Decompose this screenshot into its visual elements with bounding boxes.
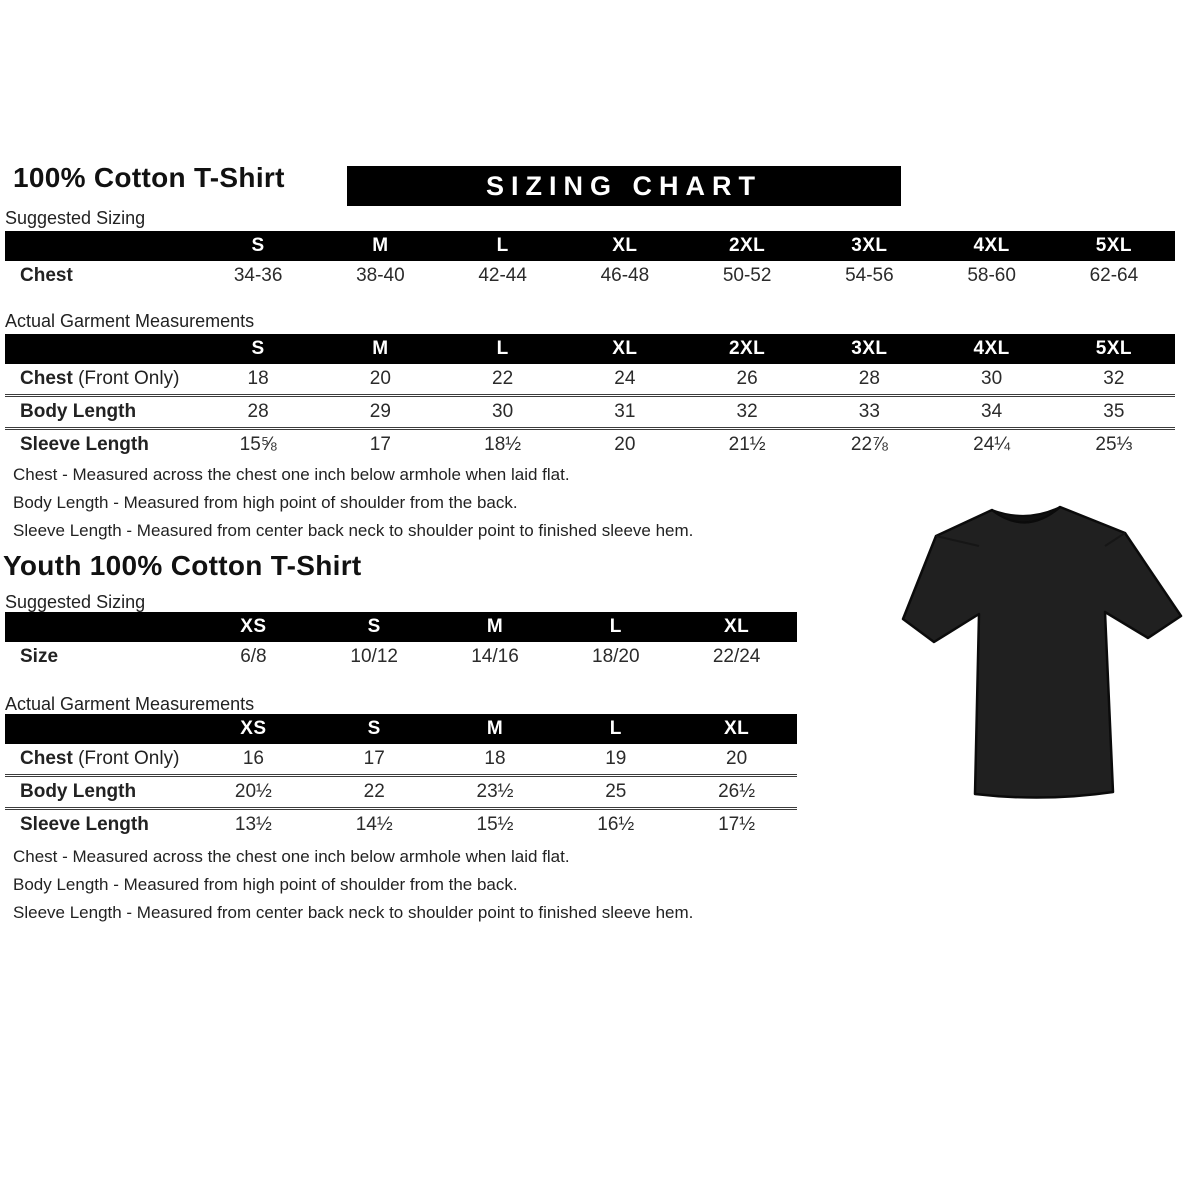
size-column-header: L xyxy=(442,334,564,364)
measurement-value: 25 xyxy=(555,776,676,809)
measurement-value: 19 xyxy=(605,748,627,769)
measurement-value: 29 xyxy=(319,396,441,429)
header-corner-cell xyxy=(5,231,197,261)
row-label: Sleeve Length xyxy=(5,429,197,461)
measurement-value: 28 xyxy=(858,368,880,389)
row-label: Body Length xyxy=(5,396,197,429)
row-label: Body Length xyxy=(5,776,193,809)
measurement-value: 28 xyxy=(197,396,319,429)
measurement-value: 32 xyxy=(1103,368,1125,389)
measurement-value: 34-36 xyxy=(233,265,283,286)
header-corner-cell xyxy=(5,612,193,642)
measurement-value: 25⅓ xyxy=(1053,429,1175,461)
measurement-value: 50-52 xyxy=(722,265,772,286)
row-label: Sleeve Length xyxy=(5,809,193,841)
black-tshirt-image xyxy=(892,476,1192,832)
measurement-value: 17½ xyxy=(676,809,797,841)
size-column-header: 3XL xyxy=(808,231,930,261)
measurement-value: 22 xyxy=(492,368,514,389)
measurement-value: 18 xyxy=(247,368,269,389)
measurement-value: 18/20 xyxy=(592,646,640,667)
row-label: Size xyxy=(20,646,59,667)
size-column-header: XL xyxy=(564,231,686,261)
measurement-value: 15⅝ xyxy=(197,429,319,461)
measurement-value: 46-48 xyxy=(600,265,650,286)
size-column-header: XL xyxy=(676,714,797,744)
sizing-chart-banner xyxy=(347,166,901,206)
measurement-value: 18½ xyxy=(442,429,564,461)
measurement-value: 30 xyxy=(442,396,564,429)
row-label: Chest (Front Only) xyxy=(20,748,180,769)
measurement-value: 20 xyxy=(726,748,748,769)
size-column-header: M xyxy=(435,612,556,642)
adult-section-title: 100% Cotton T-Shirt xyxy=(13,162,285,193)
measurement-value: 24¼ xyxy=(931,429,1053,461)
measurement-value: 15½ xyxy=(435,809,556,841)
measurement-value: 22 xyxy=(314,776,435,809)
measurement-value: 23½ xyxy=(435,776,556,809)
measurement-value: 30 xyxy=(981,368,1003,389)
size-column-header: S xyxy=(314,714,435,744)
size-column-header: M xyxy=(435,714,556,744)
measurement-row xyxy=(5,396,1175,429)
measurement-value: 13½ xyxy=(193,809,314,841)
adult-suggested-sizing-label: Suggested Sizing xyxy=(5,208,146,228)
size-column-header: S xyxy=(197,334,319,364)
measurement-row xyxy=(5,642,797,672)
measurement-value: 26 xyxy=(736,368,758,389)
size-header-row xyxy=(5,231,1175,261)
size-column-header: L xyxy=(555,612,676,642)
size-column-header: 3XL xyxy=(808,334,930,364)
size-column-header: XS xyxy=(193,714,314,744)
youth-measurement-notes xyxy=(13,843,693,927)
youth-suggested-sizing-table xyxy=(5,612,797,672)
size-header-row xyxy=(5,612,797,642)
measurement-value: 14/16 xyxy=(471,646,519,667)
size-column-header: 4XL xyxy=(931,334,1053,364)
size-column-header: 5XL xyxy=(1053,231,1175,261)
row-label: Chest xyxy=(20,265,73,286)
size-column-header: S xyxy=(197,231,319,261)
measurement-value: 54-56 xyxy=(845,265,894,286)
measurement-value: 58-60 xyxy=(967,265,1016,286)
chest-note: Chest - Measured across the chest one inch below armhole when laid flat. xyxy=(13,847,570,866)
measurement-value: 20 xyxy=(369,368,391,389)
measurement-value: 34 xyxy=(931,396,1053,429)
measurement-row xyxy=(5,261,1175,291)
size-column-header: L xyxy=(442,231,564,261)
size-column-header: XS xyxy=(193,612,314,642)
measurement-value: 22/24 xyxy=(712,646,761,667)
measurement-value: 20½ xyxy=(193,776,314,809)
measurement-value: 17 xyxy=(363,748,385,769)
measurement-row xyxy=(5,809,797,841)
measurement-value: 18 xyxy=(484,748,506,769)
measurement-value: 22⅞ xyxy=(808,429,930,461)
measurement-row xyxy=(5,364,1175,396)
measurement-value: 21½ xyxy=(686,429,808,461)
body-length-note: Body Length - Measured from high point of shoulder from the back. xyxy=(13,875,518,894)
measurement-value: 31 xyxy=(564,396,686,429)
header-corner-cell xyxy=(5,334,197,364)
body-length-note: Body Length - Measured from high point of shoulder from the back. xyxy=(13,493,518,512)
size-header-row xyxy=(5,334,1175,364)
measurement-value: 16 xyxy=(242,748,264,769)
adult-actual-measurements-label: Actual Garment Measurements xyxy=(5,311,255,331)
measurement-value: 62-64 xyxy=(1089,265,1139,286)
adult-actual-measurements-table xyxy=(5,334,1175,460)
tshirt-body-shape xyxy=(903,507,1181,798)
size-column-header: L xyxy=(555,714,676,744)
size-column-header: 5XL xyxy=(1053,334,1175,364)
measurement-value: 33 xyxy=(808,396,930,429)
size-column-header: M xyxy=(319,334,441,364)
sizing-chart-banner-label: SIZING CHART xyxy=(486,170,762,201)
measurement-value: 10/12 xyxy=(350,646,398,667)
measurement-value: 24 xyxy=(614,368,636,389)
size-column-header: 2XL xyxy=(686,334,808,364)
measurement-value: 35 xyxy=(1053,396,1175,429)
measurement-row xyxy=(5,744,797,776)
size-column-header: S xyxy=(314,612,435,642)
header-corner-cell xyxy=(5,714,193,744)
adult-suggested-sizing-table xyxy=(5,231,1175,291)
youth-actual-measurements-table xyxy=(5,714,797,840)
size-column-header: M xyxy=(319,231,441,261)
size-column-header: XL xyxy=(564,334,686,364)
measurement-row xyxy=(5,429,1175,461)
sleeve-length-note: Sleeve Length - Measured from center back neck to shoulder point to finished sleeve hem. xyxy=(13,521,694,540)
measurement-value: 32 xyxy=(686,396,808,429)
youth-section-title: Youth 100% Cotton T-Shirt xyxy=(3,550,362,581)
measurement-value: 14½ xyxy=(314,809,435,841)
youth-suggested-sizing-label: Suggested Sizing xyxy=(5,592,146,612)
size-column-header: 4XL xyxy=(931,231,1053,261)
adult-measurement-notes xyxy=(13,461,693,545)
size-column-header: XL xyxy=(676,612,797,642)
size-column-header: 2XL xyxy=(686,231,808,261)
size-header-row xyxy=(5,714,797,744)
measurement-value: 6/8 xyxy=(240,646,267,667)
measurement-value: 42-44 xyxy=(478,265,527,286)
measurement-row xyxy=(5,776,797,809)
measurement-value: 17 xyxy=(319,429,441,461)
youth-actual-measurements-label: Actual Garment Measurements xyxy=(5,694,255,714)
measurement-value: 26½ xyxy=(676,776,797,809)
sleeve-length-note: Sleeve Length - Measured from center back neck to shoulder point to finished sleeve hem. xyxy=(13,903,694,922)
row-label: Chest (Front Only) xyxy=(20,368,180,389)
measurement-value: 38-40 xyxy=(356,265,405,286)
chest-note: Chest - Measured across the chest one inch below armhole when laid flat. xyxy=(13,465,570,484)
measurement-value: 20 xyxy=(564,429,686,461)
measurement-value: 16½ xyxy=(555,809,676,841)
